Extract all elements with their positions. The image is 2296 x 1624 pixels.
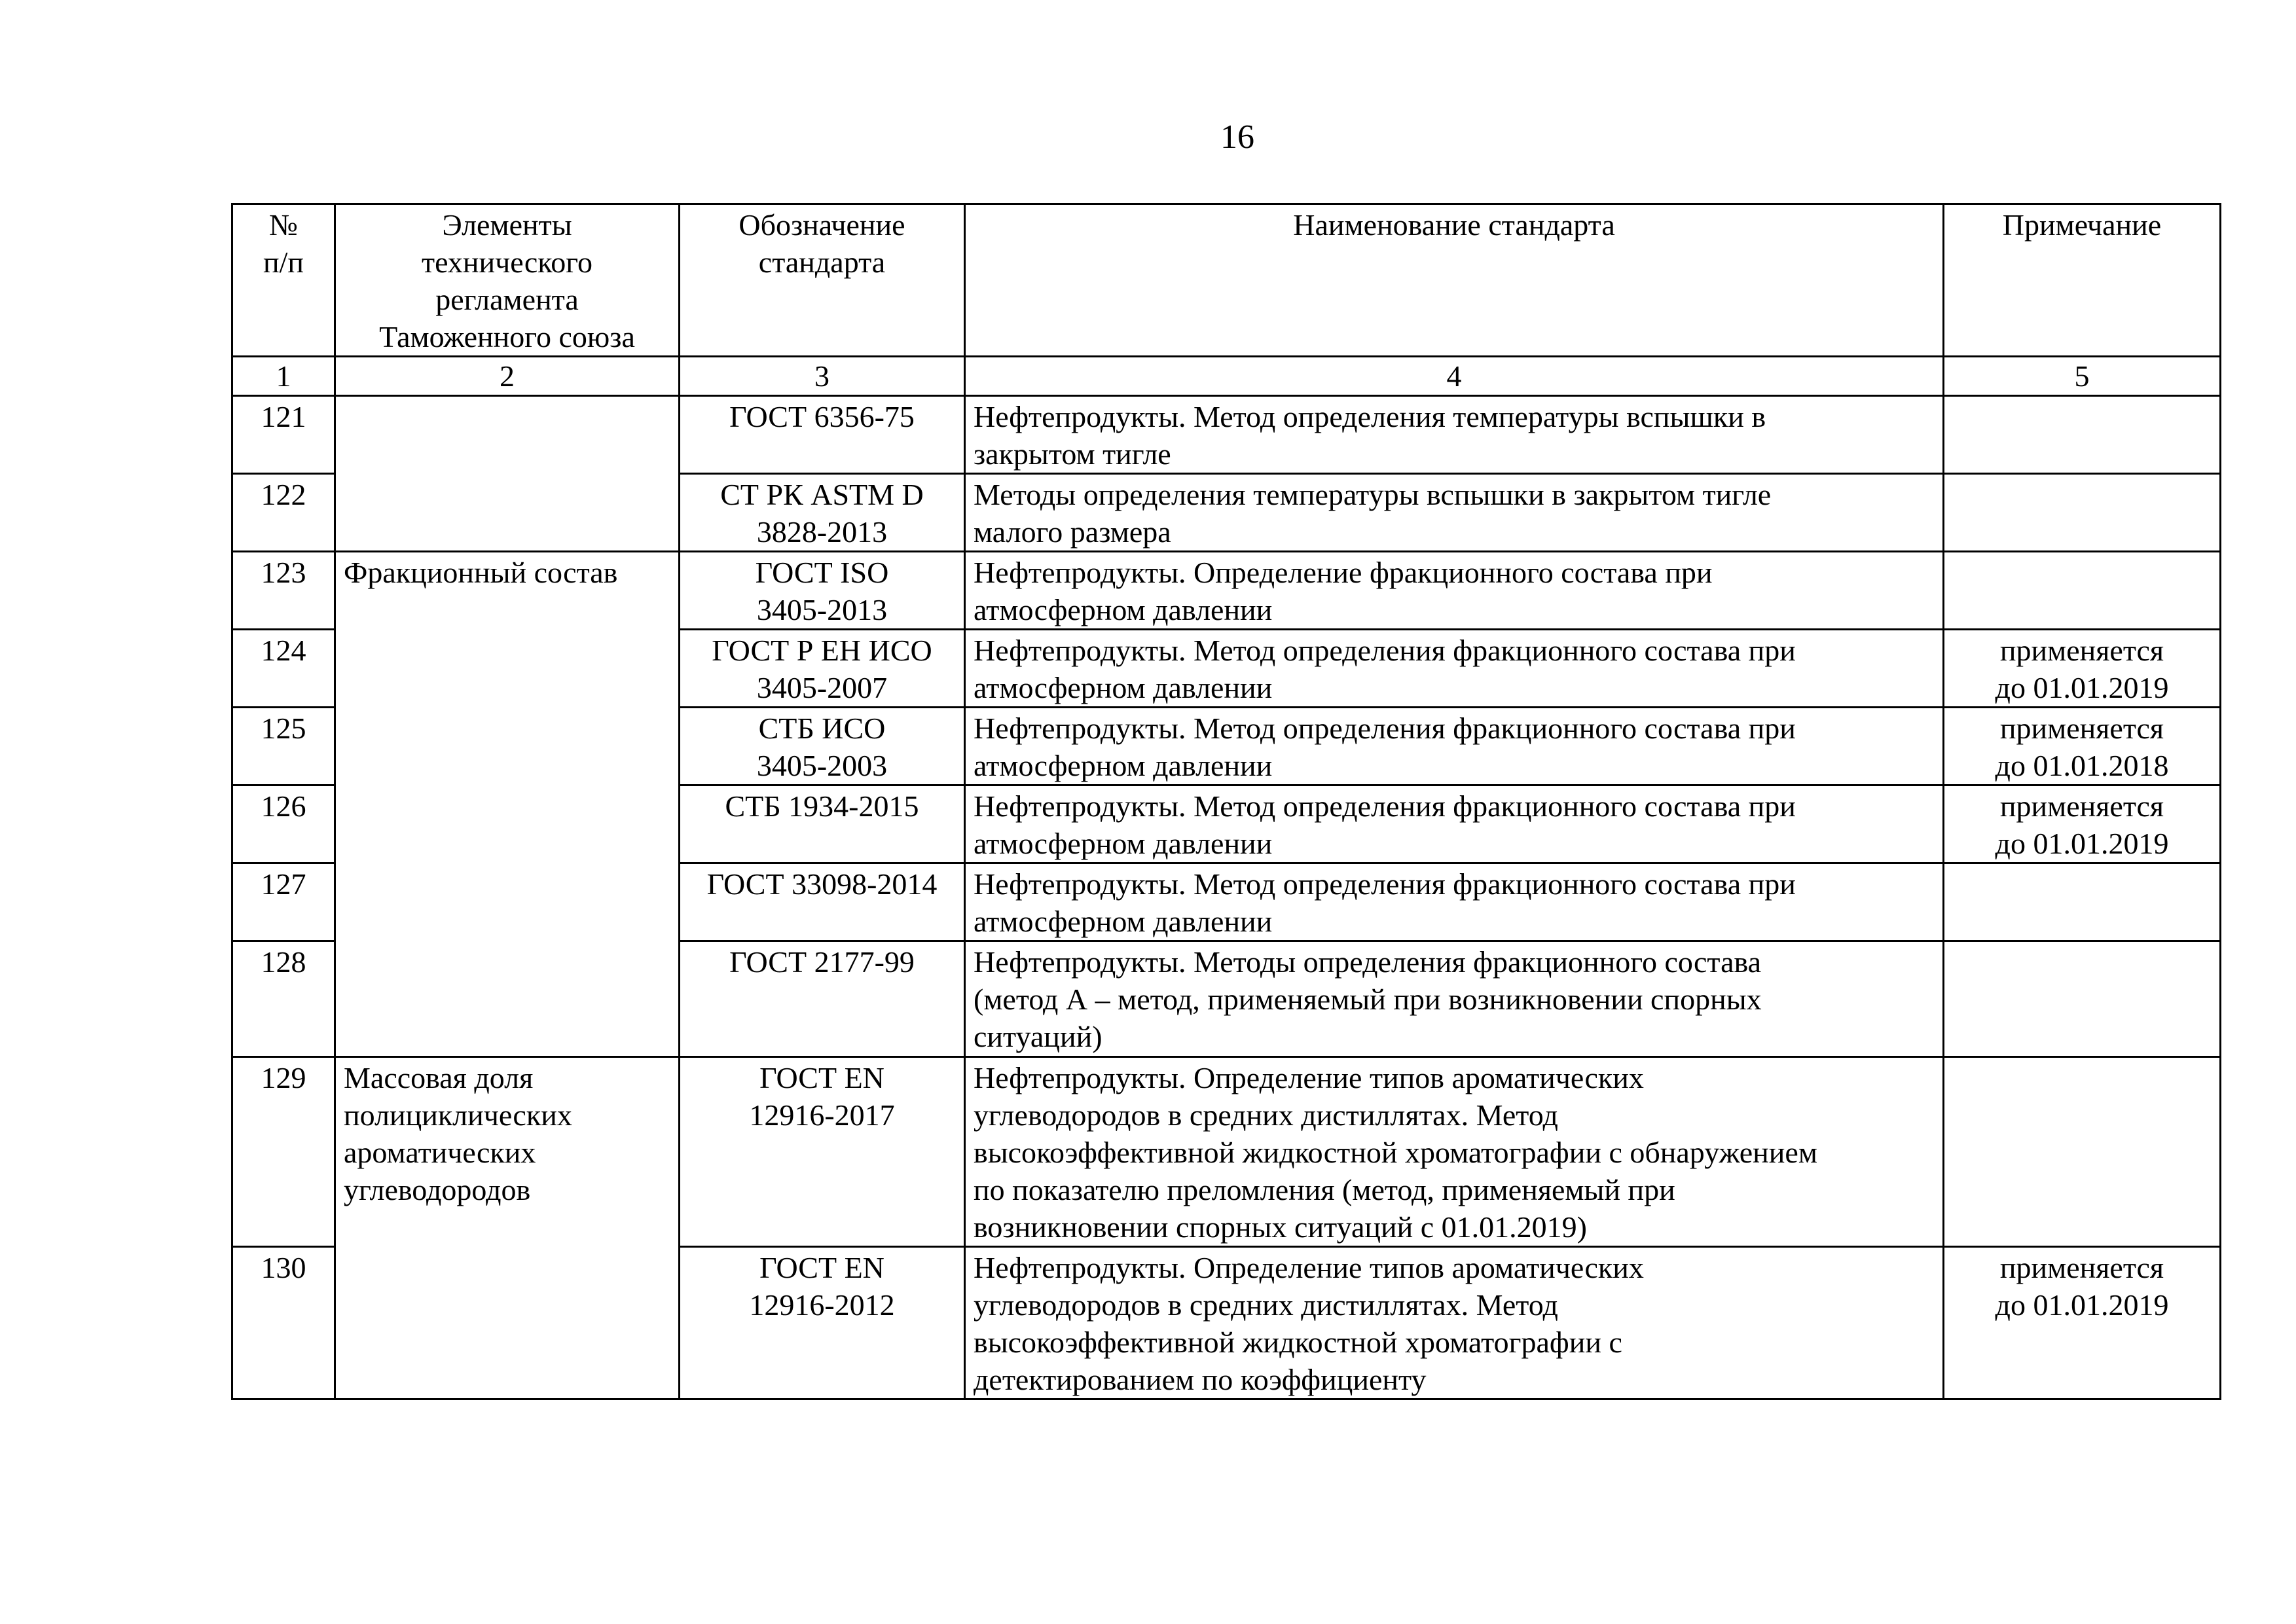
column-number: 4 [965,357,1944,396]
row-number: 123 [232,552,335,630]
standard-name: Нефтепродукты. Метод определения фракционного состава при атмосферном давлении [965,863,1944,941]
header-element: Элементы технического регламента Таможенного союза [335,204,680,357]
standard-note [1944,863,2221,941]
row-number: 124 [232,630,335,708]
row-number: 125 [232,708,335,785]
row-number: 121 [232,396,335,474]
standard-note: применяется до 01.01.2019 [1944,1247,2221,1399]
regulation-element [335,396,680,552]
standard-code: ГОСТ EN 12916-2017 [680,1057,965,1247]
standard-name: Нефтепродукты. Метод определения температуры вспышки в закрытом тигле [965,396,1944,474]
regulation-element: Массовая доля полициклических ароматических углеводородов [335,1057,680,1399]
header-note: Примечание [1944,204,2221,357]
page-number: 16 [1220,118,1254,156]
column-number: 1 [232,357,335,396]
standard-name: Нефтепродукты. Методы определения фракционного состава (метод А – метод, применяемый при возникновении спорных ситуаций) [965,941,1944,1057]
standard-code: СТБ 1934-2015 [680,785,965,863]
table-row [232,396,2221,474]
standard-name: Нефтепродукты. Метод определения фракционного состава при атмосферном давлении [965,708,1944,785]
standard-note [1944,396,2221,474]
row-number: 127 [232,863,335,941]
standard-name: Нефтепродукты. Метод определения фракционного состава при атмосферном давлении [965,785,1944,863]
standard-note [1944,474,2221,552]
standard-name: Нефтепродукты. Метод определения фракционного состава при атмосферном давлении [965,630,1944,708]
standard-code: ГОСТ 6356-75 [680,396,965,474]
column-number: 3 [680,357,965,396]
standard-note [1944,552,2221,630]
standard-note: применяется до 01.01.2019 [1944,785,2221,863]
standard-code: ГОСТ ISO 3405-2013 [680,552,965,630]
standard-code: ГОСТ 2177-99 [680,941,965,1057]
standard-name: Нефтепродукты. Определение типов ароматических углеводородов в средних дистиллятах. Метод высокоэффективной жидкостной хроматографии с обнаружением по показателю преломления (метод, применяемый при возникновении спорных ситуаций с 01.01.2019) [965,1057,1944,1247]
standard-code: ГОСТ 33098-2014 [680,863,965,941]
standard-name: Нефтепродукты. Определение фракционного состава при атмосферном давлении [965,552,1944,630]
row-number: 122 [232,474,335,552]
standard-note [1944,1057,2221,1247]
header-num: № п/п [232,204,335,357]
table-row [232,1057,2221,1247]
header-row [232,204,2221,357]
row-number: 126 [232,785,335,863]
row-number: 128 [232,941,335,1057]
table-row [232,552,2221,630]
standard-code: СТБ ИСО 3405-2003 [680,708,965,785]
standard-code: ГОСТ Р ЕН ИСО 3405-2007 [680,630,965,708]
standard-code: СТ РК ASTM D 3828-2013 [680,474,965,552]
standards-table [231,203,2221,1400]
column-number-row [232,357,2221,396]
column-number: 2 [335,357,680,396]
standard-name: Методы определения температуры вспышки в закрытом тигле малого размера [965,474,1944,552]
column-number: 5 [1944,357,2221,396]
standard-note: применяется до 01.01.2018 [1944,708,2221,785]
header-code: Обозначение стандарта [680,204,965,357]
row-number: 130 [232,1247,335,1399]
standard-name: Нефтепродукты. Определение типов ароматических углеводородов в средних дистиллятах. Метод высокоэффективной жидкостной хроматографии с детектированием по коэффициенту [965,1247,1944,1399]
standard-code: ГОСТ EN 12916-2012 [680,1247,965,1399]
regulation-element: Фракционный состав [335,552,680,1057]
header-name: Наименование стандарта [965,204,1944,357]
row-number: 129 [232,1057,335,1247]
standard-note [1944,941,2221,1057]
standard-note: применяется до 01.01.2019 [1944,630,2221,708]
